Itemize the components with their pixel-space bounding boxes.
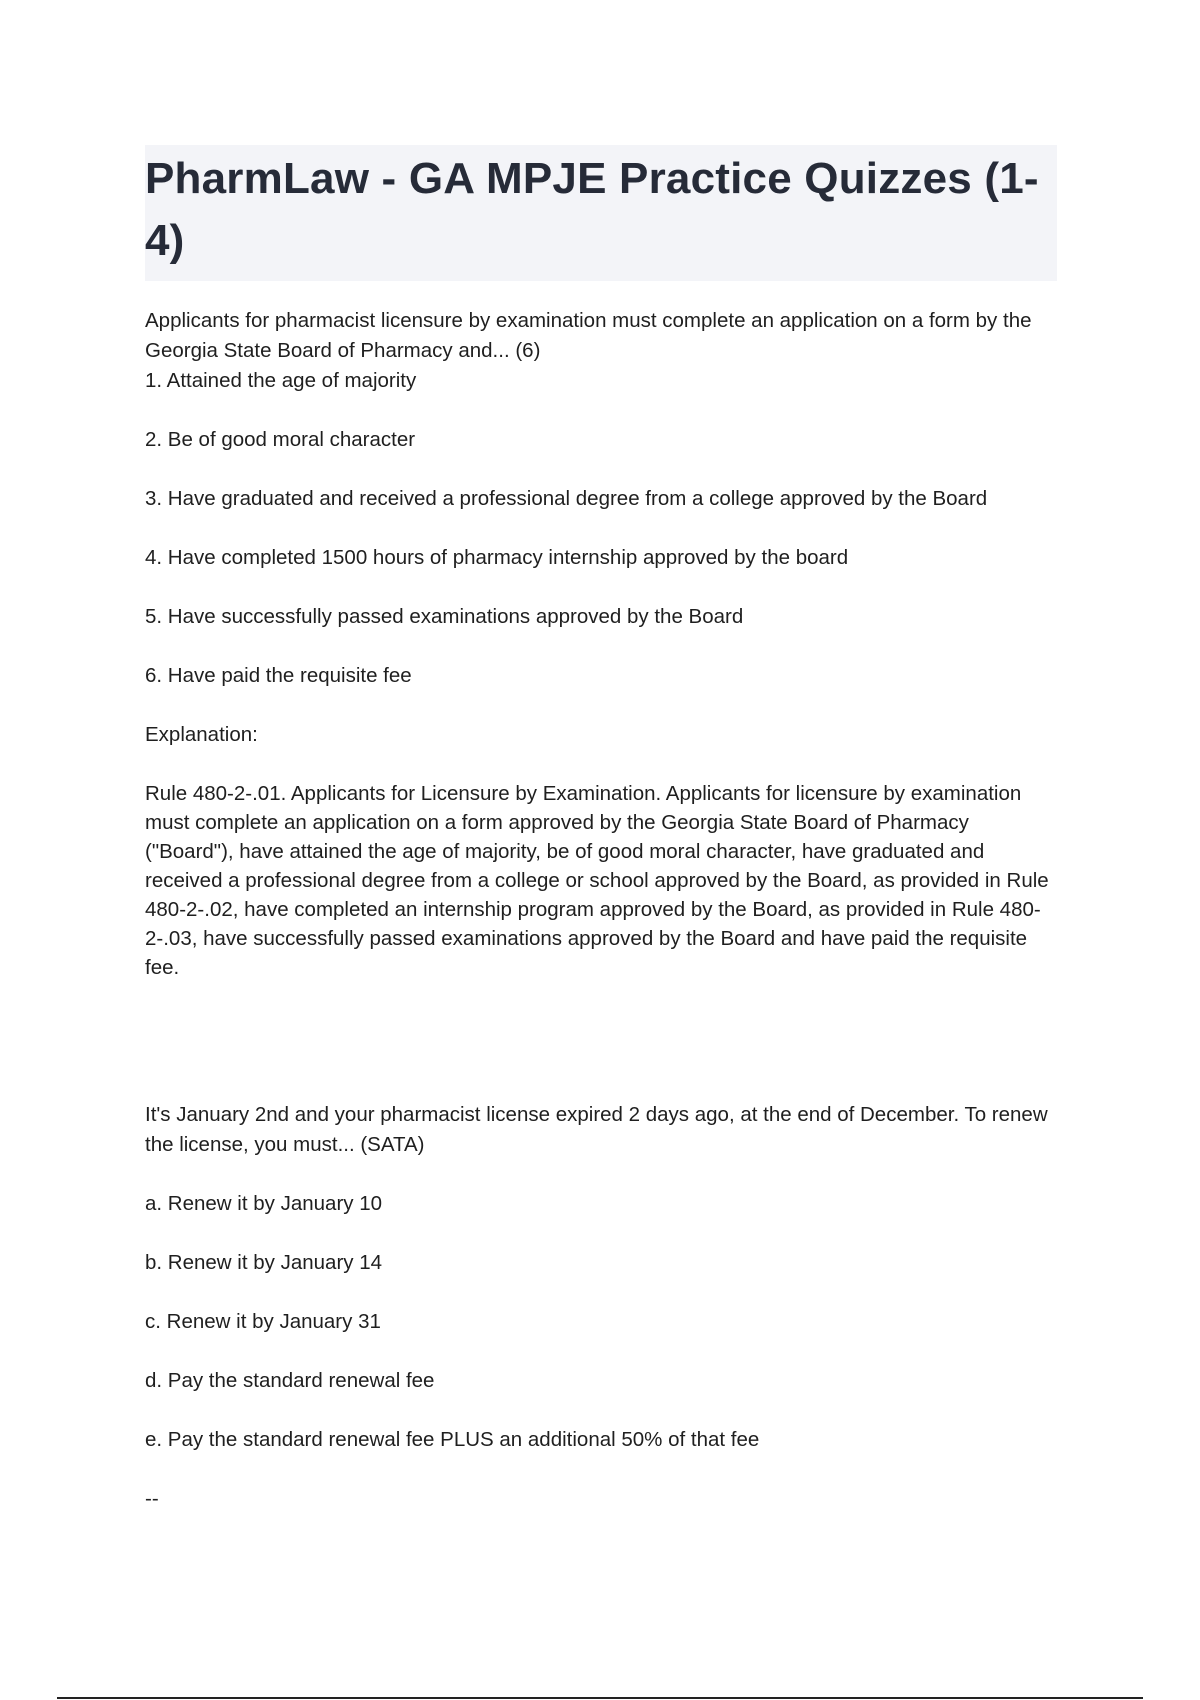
- document-title: PharmLaw - GA MPJE Practice Quizzes (1-4): [145, 154, 1039, 265]
- question-2-option: d. Pay the standard renewal fee: [145, 1369, 435, 1392]
- question-1-option: 5. Have successfully passed examinations approved by the Board: [145, 605, 744, 628]
- question-2-option: e. Pay the standard renewal fee PLUS an additional 50% of that fee: [145, 1428, 760, 1451]
- question-2-option: b. Renew it by January 14: [145, 1251, 383, 1274]
- footer-divider: [57, 1697, 1143, 1699]
- separator-dashes: --: [145, 1487, 159, 1510]
- question-2-prompt: It's January 2nd and your pharmacist license expired 2 days ago, at the end of December. To renew the license, you must... (SATA): [145, 1103, 1048, 1156]
- question-2-option: c. Renew it by January 31: [145, 1310, 381, 1333]
- question-1-option: 3. Have graduated and received a professional degree from a college approved by the Board: [145, 487, 988, 510]
- question-1-option: 6. Have paid the requisite fee: [145, 664, 412, 687]
- question-2-option: a. Renew it by January 10: [145, 1192, 383, 1215]
- title-banner: [145, 145, 1057, 281]
- explanation-body: Rule 480-2-.01. Applicants for Licensure by Examination. Applicants for licensure by examination must complete an application on a form approved by the Georgia State Board of Pharmacy ("Board"), have attained the age of majority, be of good moral character, have graduated and received a professional degree from a college or school approved by the Board, as provided in Rule 480-2-.02, have completed an internship program approved by the Board, as provided in Rule 480-2-.03, have successfully passed examinations approved by the Board and have paid the requisite fee.: [145, 782, 1049, 979]
- question-2: [145, 1100, 1055, 1514]
- question-1-option: 2. Be of good moral character: [145, 428, 416, 451]
- question-1: [145, 306, 1055, 982]
- question-1-option: 4. Have completed 1500 hours of pharmacy internship approved by the board: [145, 546, 849, 569]
- explanation-label: Explanation:: [145, 723, 258, 746]
- question-1-prompt: Applicants for pharmacist licensure by examination must complete an application on a form by the Georgia State Board of Pharmacy and... (6): [145, 309, 1032, 362]
- question-1-option: 1. Attained the age of majority: [145, 369, 417, 392]
